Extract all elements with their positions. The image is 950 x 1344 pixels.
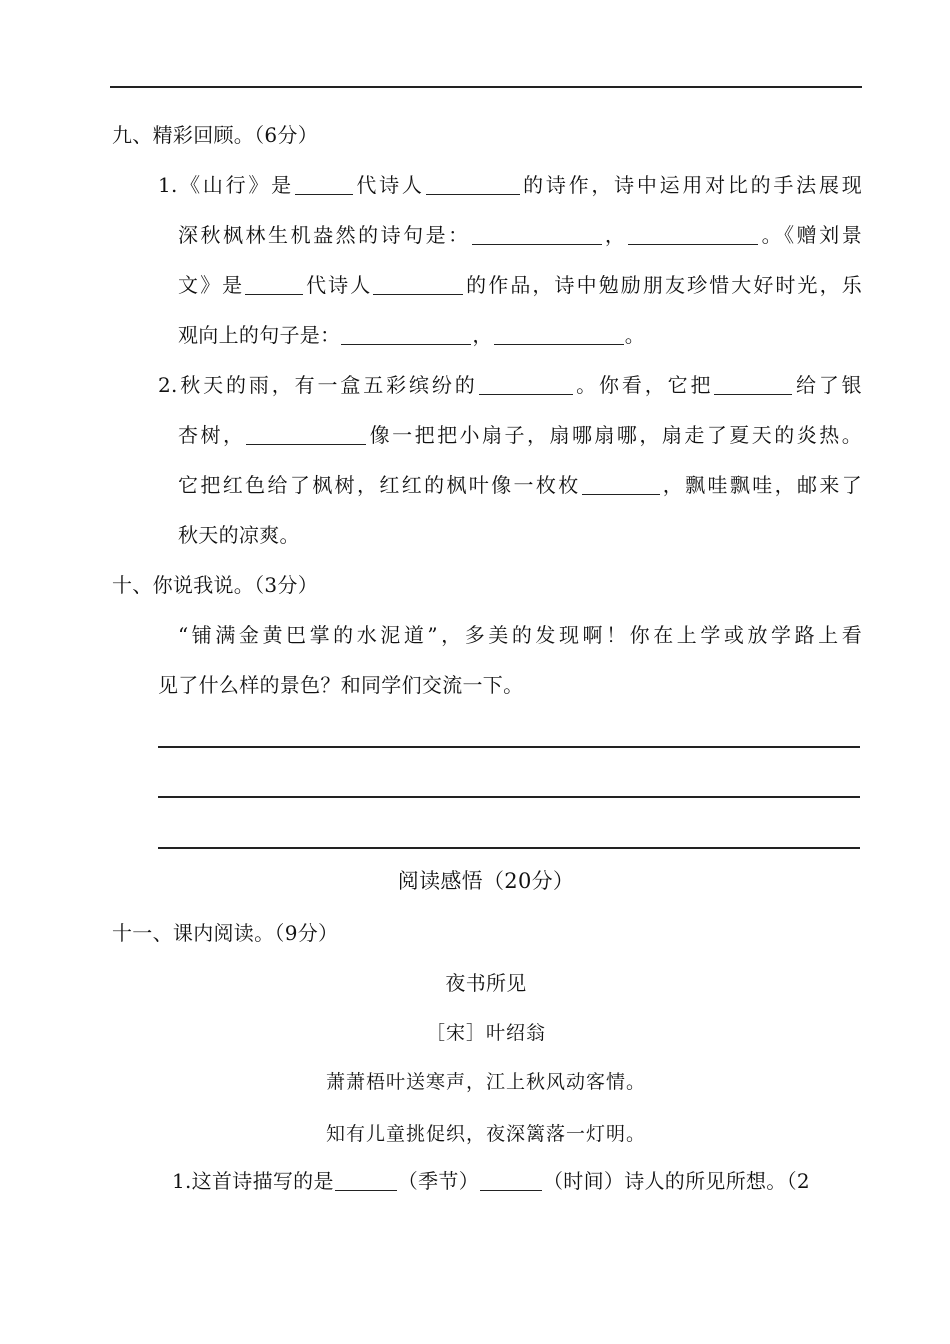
answer-line-3[interactable] [158, 847, 860, 849]
q1-line-3: 文》是 代诗人 的作品，诗中勉励朋友珍惜大好时光，乐 [178, 273, 863, 297]
section-10-title: 十、你说我说。（3分） [112, 573, 319, 597]
section-11-title: 十一、课内阅读。（9分） [112, 921, 339, 945]
top-rule [110, 86, 862, 88]
blank-verse-4[interactable] [494, 324, 624, 345]
answer-line-1[interactable] [158, 746, 860, 748]
blank-poet-1[interactable] [426, 174, 520, 195]
blank-time[interactable] [480, 1170, 542, 1191]
s11-q1-line: 1.这首诗描写的是 （季节） （时间）诗人的所见所想。（2 [172, 1169, 810, 1193]
q2-line-4: 秋天的凉爽。 [178, 523, 300, 547]
blank-q2-3[interactable] [246, 424, 366, 445]
answer-line-2[interactable] [158, 796, 860, 798]
q1-line-4: 观向上的句子是： ， 。 [178, 323, 646, 347]
blank-dynasty-1[interactable] [295, 174, 353, 195]
q1-line-2: 深秋枫林生机盎然的诗句是： ， 。《赠刘景 [178, 223, 862, 247]
q2-line-3: 它把红色给了枫树，红红的枫叶像一枚枚 ，飘哇飘哇，邮来了 [178, 473, 863, 497]
blank-poet-2[interactable] [373, 274, 463, 295]
poem-author: ［宋］叶绍翁 [425, 1022, 546, 1044]
blank-q2-2[interactable] [714, 374, 792, 395]
section-10-prompt-2: 见了什么样的景色？和同学们交流一下。 [158, 673, 524, 697]
poem-title: 夜书所见 [445, 971, 527, 995]
blank-verse-1[interactable] [472, 224, 602, 245]
q1-line-1: 1.《山行》是 代诗人 的诗作，诗中运用对比的手法展现 [158, 173, 862, 197]
section-9-title: 九、精彩回顾。（6分） [112, 123, 319, 147]
blank-q2-1[interactable] [479, 374, 573, 395]
part-title: 阅读感悟（20分） [397, 869, 575, 893]
poem-line-2: 知有儿童挑促织，夜深篱落一灯明。 [325, 1123, 646, 1145]
q2-line-1: 2.秋天的雨，有一盒五彩缤纷的 。你看，它把 给了银 [158, 373, 862, 397]
blank-season[interactable] [335, 1170, 397, 1191]
poem-line-1: 萧萧梧叶送寒声，江上秋风动客情。 [325, 1071, 646, 1093]
blank-q2-4[interactable] [582, 474, 660, 495]
blank-verse-3[interactable] [341, 324, 471, 345]
q2-line-2: 杏树， 像一把把小扇子，扇哪扇哪，扇走了夏天的炎热。 [178, 423, 862, 447]
blank-verse-2[interactable] [628, 224, 758, 245]
section-10-prompt-1: “铺满金黄巴掌的水泥道”，多美的发现啊！你在上学或放学路上看 [178, 623, 862, 647]
blank-dynasty-2[interactable] [245, 274, 303, 295]
